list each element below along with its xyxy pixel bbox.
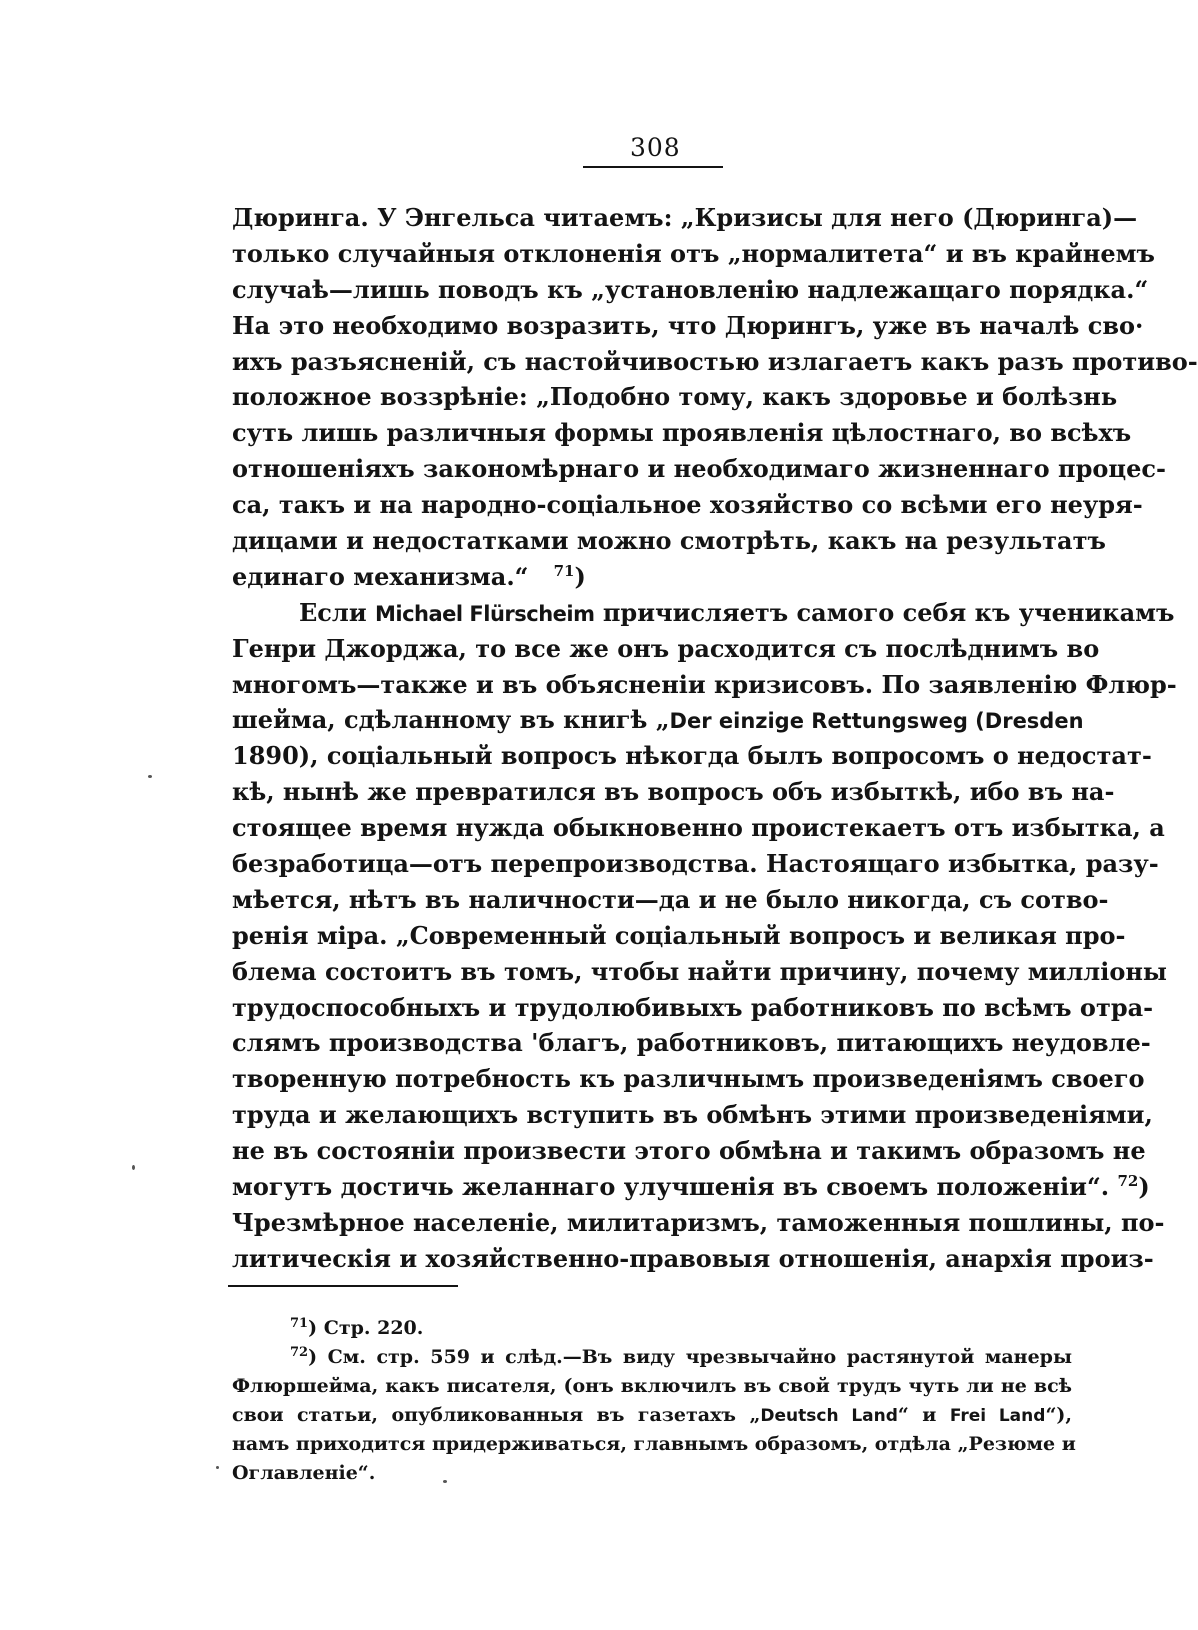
text-line: положное воззрѣніе: „Подобно тому, какъ здоровье и болѣзнь [232,382,1118,412]
footnote-ref-paren: ) [1138,1172,1150,1202]
print-speck [132,1165,135,1170]
footnote-71 [232,1314,1072,1343]
text-line [232,559,1072,595]
page-number-rule [583,166,723,168]
footnote-ref-72[interactable]: 72 [1117,1172,1139,1191]
newspaper-title: Deutsch Land [760,1406,898,1426]
text-line: только случайныя отклоненія отъ „нормалитета“ и въ крайнемъ [232,238,1155,268]
footnote-number: 71 [290,1316,309,1331]
text-line: слямъ производства 'благъ, работниковъ, питающихъ неудовле- [232,1028,1151,1058]
footnote-ref-paren: ) [574,561,586,591]
text-line: отношеніяхъ закономѣрнаго и необходимаго жизненнаго процес- [232,454,1166,484]
text-line [232,1169,1150,1205]
text-line: са, такъ и на народно-соціальное хозяйство со всѣми его неуря- [232,490,1143,520]
text-line: суть лишь различныя формы проявленія цѣлостнаго, во всѣхъ [232,418,1132,448]
footnote-line: Флюршейма, какъ писателя, (онъ включилъ въ свой трудъ чуть ли не всѣ [232,1375,1072,1397]
text-line: Дюринга. У Энгельса читаемъ: „Кризисы для него (Дюринга)— [232,203,1138,232]
page-number: 308 [630,133,681,162]
text-line: трудоспособныхъ и трудолюбивыхъ работниковъ по всѣмъ отра- [232,992,1154,1022]
text-line: мѣется, нѣтъ въ наличности—да и не было никогда, съ сотво- [232,884,1109,914]
footnote-separator [228,1285,458,1287]
footnote-line: Оглавленіе“. [232,1462,376,1484]
text-line: ренія міра. „Современный соціальный вопросъ и великая про- [232,920,1126,950]
text-line: творенную потребность къ различнымъ произведеніямъ своего [232,1064,1145,1094]
print-speck [216,1466,219,1469]
text-line [232,702,1084,738]
newspaper-title: Frei Land [949,1406,1046,1426]
footnote-ref-71[interactable]: 71 [553,561,575,580]
text-line: не въ состояніи произвести этого обмѣна и такимъ образомъ не [232,1136,1146,1166]
footnote-text: ) Стр. 220. [308,1317,424,1339]
footnote-72 [232,1343,1072,1372]
text-line: случаѣ—лишь поводъ къ „установленію надлежащаго порядка.“ [232,274,1149,304]
footnote-text: ) См. стр. 559 и слѣд.—Въ виду чрезвычайно растянутой манеры [308,1346,1072,1368]
footnote-text: “ и [897,1404,950,1426]
text-line: На это необходимо возразить, что Дюрингъ, уже въ началѣ сво· [232,310,1144,340]
text-line: дицами и недостатками можно смотрѣть, какъ на результатъ [232,526,1106,556]
footnote-text: свои статьи, опубликованныя въ газетахъ „ [232,1404,761,1426]
footnote-number: 72 [290,1345,309,1360]
text-line: Генри Джорджа, то все же онъ расходится съ послѣднимъ во [232,633,1100,663]
text-line: труда и желающихъ вступить въ обмѣнъ этими произведеніями, [232,1100,1153,1130]
text-line [232,595,1175,631]
text-line: блема состоитъ въ томъ, чтобы найти причину, почему милліоны [232,956,1167,986]
author-name: Michael Flürscheim [375,601,595,626]
print-speck [443,1480,447,1483]
line-text: могутъ достичь желаннаго улучшенія въ своемъ положеніи“. [232,1172,1110,1202]
line-text: причисляетъ самого себя къ ученикамъ [602,597,1175,627]
footnote-text: “), [1045,1404,1072,1426]
footnote-line [232,1401,1072,1430]
text-line: ихъ разъясненій, съ настойчивостью излагаетъ какъ разъ противо- [232,346,1198,376]
line-text: шейма, сдѣланному въ книгѣ „ [232,705,670,735]
text-line: Чрезмѣрное населеніе, милитаризмъ, таможенныя пошлины, по- [232,1207,1165,1237]
book-title: Der einzige Rettungsweg (Dresden [669,709,1084,734]
text-line: безработица—отъ перепроизводства. Настоящаго избытка, разу- [232,849,1159,879]
footnote-line: намъ приходится придерживаться, главнымъ образомъ, отдѣла „Резюме и [232,1433,1076,1455]
text-line: кѣ, нынѣ же превратился въ вопросъ объ избыткѣ, ибо въ на- [232,777,1115,807]
text-line: стоящее время нужда обыкновенно проистекаетъ отъ избытка, а [232,813,1165,843]
line-text: Если [299,597,367,627]
main-text [232,200,1198,1277]
text-line: многомъ—также и въ объясненіи кризисовъ. По заявленію Флюр- [232,669,1177,699]
text-line: 1890), соціальный вопросъ нѣкогда былъ вопросомъ о недостат- [232,741,1152,771]
paragraph-end-text: единаго механизма.“ [232,561,529,591]
footnotes [232,1314,1076,1488]
print-speck [148,775,152,778]
text-line: литическія и хозяйственно-правовыя отношенія, анархія произ- [232,1243,1154,1273]
